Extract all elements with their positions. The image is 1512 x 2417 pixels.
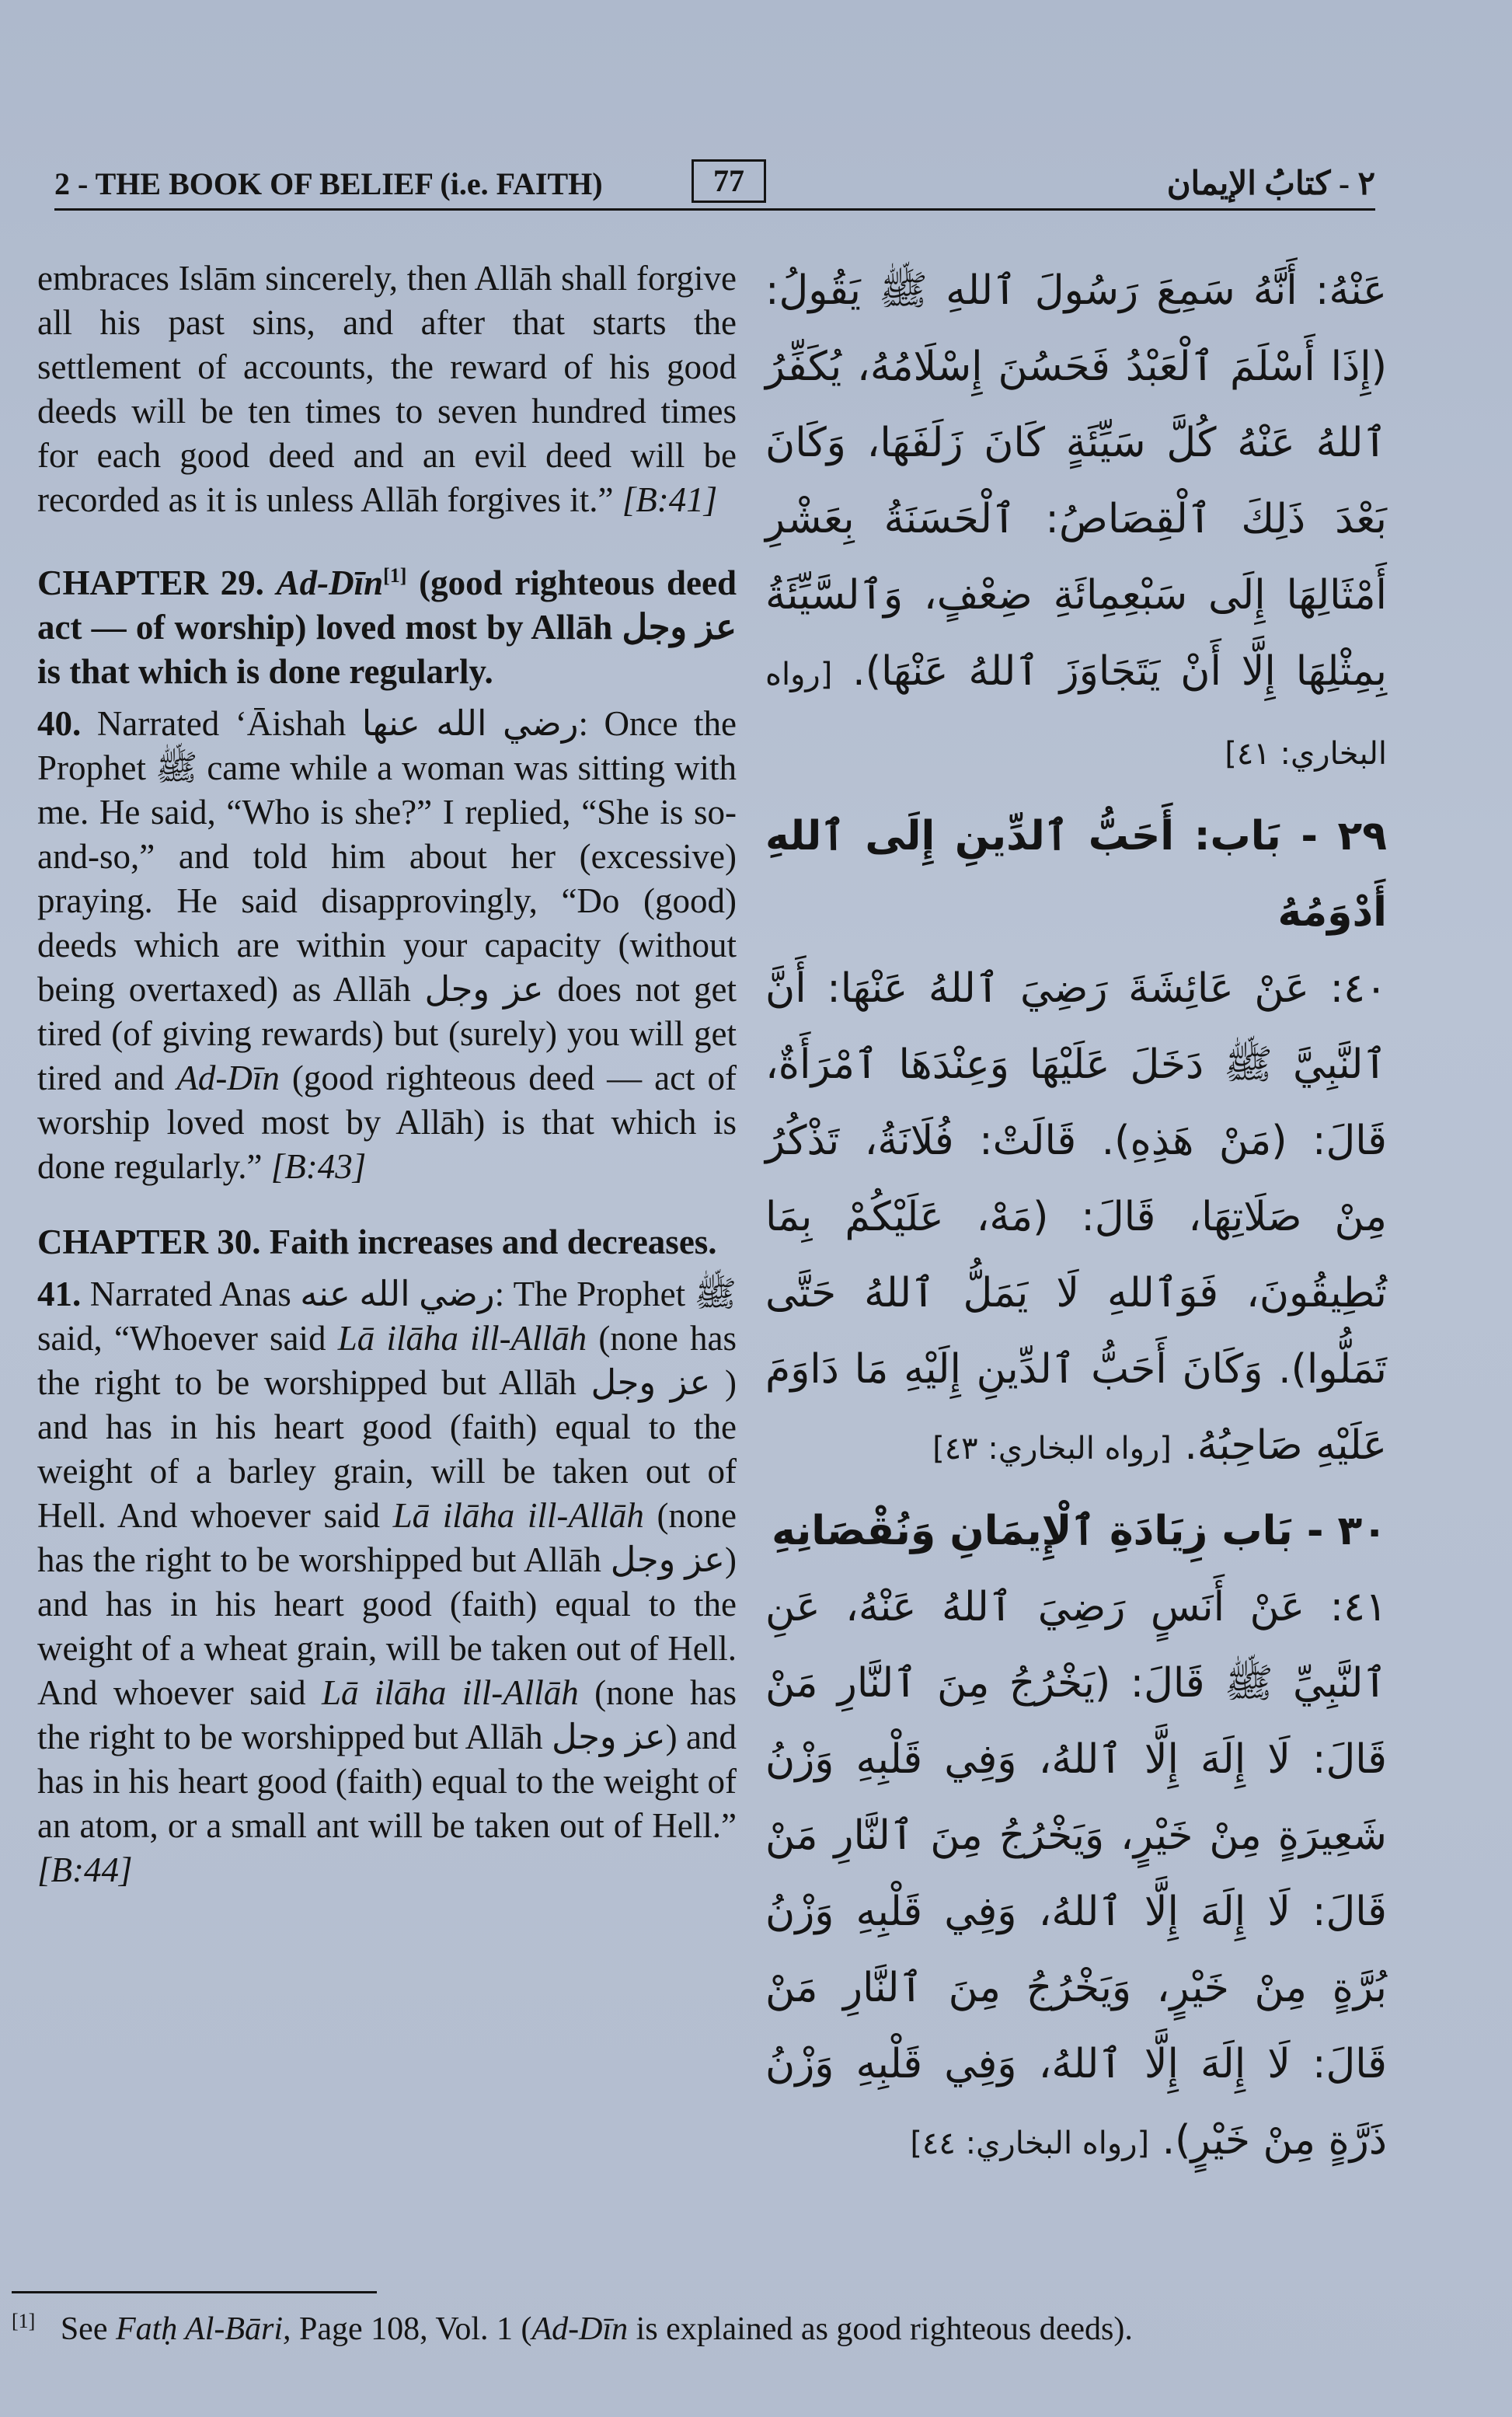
- english-paragraph: [37, 256, 737, 522]
- arabic-hadith-40: [765, 950, 1387, 1487]
- chapter-label: CHAPTER 29.: [37, 563, 264, 602]
- hadith-term: Lā ilāha ill-Allāh: [392, 1496, 644, 1535]
- footnote-rule: [12, 2291, 377, 2293]
- running-title-arabic: ٢ - كتابُ الإيمان: [1166, 166, 1375, 202]
- chapter-title: CHAPTER 30. Faith increases and decreases.: [37, 1222, 717, 1261]
- hadith-text: (none has the right to be worshipped but Allāh عز وجل) and has in his heart good (faith) equal to the weight of a wheat grain, will be taken out of Hell. And whoever said: [37, 1496, 737, 1712]
- hadith-term: Ad-Dīn: [176, 1059, 280, 1097]
- header-rule: [54, 208, 1375, 211]
- footnote-text: Page 108, Vol. 1 (: [299, 2311, 532, 2347]
- arabic-text: عَنْهُ: أَنَّهُ سَمِعَ رَسُولَ ٱللهِ ﷺ يَقُولُ: (إِذَا أَسْلَمَ ٱلْعَبْدُ فَحَسُنَ إِسْلَامُهُ، يُكَفِّرُ ٱللهُ عَنْهُ كُلَّ سَيِّئَةٍ كَانَ زَلَفَهَا، وَكَانَ بَعْدَ ذَلِكَ ٱلْقِصَاصُ: ٱلْحَسَنَةُ بِعَشْرِ أَمْثَالِهَا إِلَى سَبْعِمِائَةِ ضِعْفٍ، وَٱلسَّيِّئَةُ بِمِثْلِهَا إِلَّا أَنْ يَتَجَاوَزَ ٱللهُ عَنْهَا).: [765, 267, 1387, 695]
- hadith-text: (good righteous deed — act of worship loved most by Allāh) is that which is done regularly.”: [37, 1059, 737, 1186]
- reference: [B:43]: [270, 1147, 367, 1186]
- hadith-term: Lā ilāha ill-Allāh: [337, 1319, 587, 1358]
- footnote-text: is explained as good righteous deeds).: [636, 2311, 1133, 2347]
- arabic-reference: [رواه البخاري: ٤٤]: [910, 2126, 1150, 2161]
- arabic-column: [765, 253, 1387, 2182]
- hadith-term: Lā ilāha ill-Allāh: [322, 1673, 579, 1712]
- hadith-text: Narrated ‘Āishah رضي الله عنها: Once the Prophet ﷺ came while a woman was sitting with me. He said, “Who is she?” I replied, “She is so-and-so,” and told him about her (excessive) praying. He said disapprovingly, “Do (good) deeds which are within your capacity (without being overtaxed) as Allāh عز وجل does not get tired (of giving rewards) but (surely) you will get tired and: [37, 704, 737, 1097]
- page-header: [54, 159, 1375, 206]
- hadith-number: 40.: [37, 704, 82, 743]
- footnote-term: Ad-Dīn: [531, 2311, 629, 2347]
- english-text: embraces Islām sincerely, then Allāh shall forgive all his past sins, and after that starts the settlement of accounts, the reward of his good deeds will be ten times to seven hundred times for each good deed and an evil deed will be recorded as it is unless Allāh forgives it.”: [37, 259, 737, 519]
- reference: [B:41]: [622, 480, 718, 519]
- chapter-title: (good righteous deed act — of worship) loved most by Allāh عز وجل is that which is done regularly.: [37, 563, 737, 691]
- footnote-source: Fatḥ Al-Bāri,: [115, 2311, 291, 2347]
- hadith-41: [37, 1272, 737, 1892]
- arabic-hadith-41: [765, 1569, 1387, 2182]
- english-column: [37, 256, 737, 1892]
- hadith-text: (none has the right to be worshipped but Allāh عز وجل) and has in his heart good (faith) equal to the weight of an atom, or a small ant will be taken out of Hell.”: [37, 1673, 737, 1845]
- footnote-text: See: [60, 2311, 108, 2347]
- running-title-english: 2 - THE BOOK OF BELIEF (i.e. FAITH): [54, 166, 603, 201]
- arabic-text: ٤٠: عَنْ عَائِشَةَ رَضِيَ ٱللهُ عَنْهَا: أَنَّ ٱلنَّبِيَّ ﷺ دَخَلَ عَلَيْهَا وَعِنْدَهَا ٱمْرَأَةٌ، قَالَ: (مَنْ هَذِهِ). قَالَتْ: فُلَانَةُ، تَذْكُرُ مِنْ صَلَاتِهَا، قَالَ: (مَهْ، عَلَيْكُمْ بِمَا تُطِيقُونَ، فَوَٱللهِ لَا يَمَلُّ ٱللهُ حَتَّى تَمَلُّوا). وَكَانَ أَحَبُّ ٱلدِّينِ إِلَيْهِ مَا دَاوَمَ عَلَيْهِ صَاحِبُهُ.: [765, 965, 1387, 1469]
- footnote-marker: [1]: [383, 564, 407, 587]
- reference: [B:44]: [37, 1850, 133, 1889]
- chapter-heading-30: [37, 1220, 737, 1264]
- arabic-reference: [رواه البخاري: ٤٣]: [932, 1431, 1172, 1467]
- arabic-text: ٤١: عَنْ أَنَسٍ رَضِيَ ٱللهُ عَنْهُ، عَنِ ٱلنَّبِيِّ ﷺ قَالَ: (يَخْرُجُ مِنَ ٱلنَّارِ مَنْ قَالَ: لَا إِلَهَ إِلَّا ٱللهُ، وَفِي قَلْبِهِ وَزْنُ شَعِيرَةٍ مِنْ خَيْرٍ، وَيَخْرُجُ مِنَ ٱلنَّارِ مَنْ قَالَ: لَا إِلَهَ إِلَّا ٱللهُ، وَفِي قَلْبِهِ وَزْنُ بُرَّةٍ مِنْ خَيْرٍ، وَيَخْرُجُ مِنَ ٱلنَّارِ مَنْ قَالَ: لَا إِلَهَ إِلَّا ٱللهُ، وَفِي قَلْبِهِ وَزْنُ ذَرَّةٍ مِنْ خَيْرٍ).: [765, 1584, 1387, 2164]
- footnote: [12, 2310, 1333, 2348]
- page-number: 77: [692, 159, 766, 203]
- chapter-heading-29: [37, 553, 737, 694]
- hadith-number: 41.: [37, 1275, 82, 1313]
- hadith-40: [37, 702, 737, 1189]
- arabic-reference: [رواه البخاري: ٤١]: [765, 657, 1387, 772]
- hadith-text: (none has the right to be worshipped but Allāh عز وجل ) and has in his heart good (faith) equal to the weight of a barley grain, will be taken out of Hell. And whoever said: [37, 1319, 737, 1535]
- footnote-marker: [1]: [12, 2310, 36, 2332]
- arabic-chapter-30: ٣٠ - بَاب زِيَادَةِ ٱلْإِيمَانِ وَنُقْصَانِهِ: [772, 1508, 1387, 1554]
- hadith-text: Narrated Anas رضي الله عنه: The Prophet ﷺ said, “Whoever said: [37, 1275, 737, 1358]
- chapter-term: Ad-Dīn: [276, 563, 384, 602]
- arabic-paragraph: [765, 253, 1387, 792]
- arabic-chapter-29: ٢٩ - بَاب: أَحَبُّ ٱلدِّينِ إِلَى ٱللهِ أَدْوَمُهُ: [765, 813, 1387, 936]
